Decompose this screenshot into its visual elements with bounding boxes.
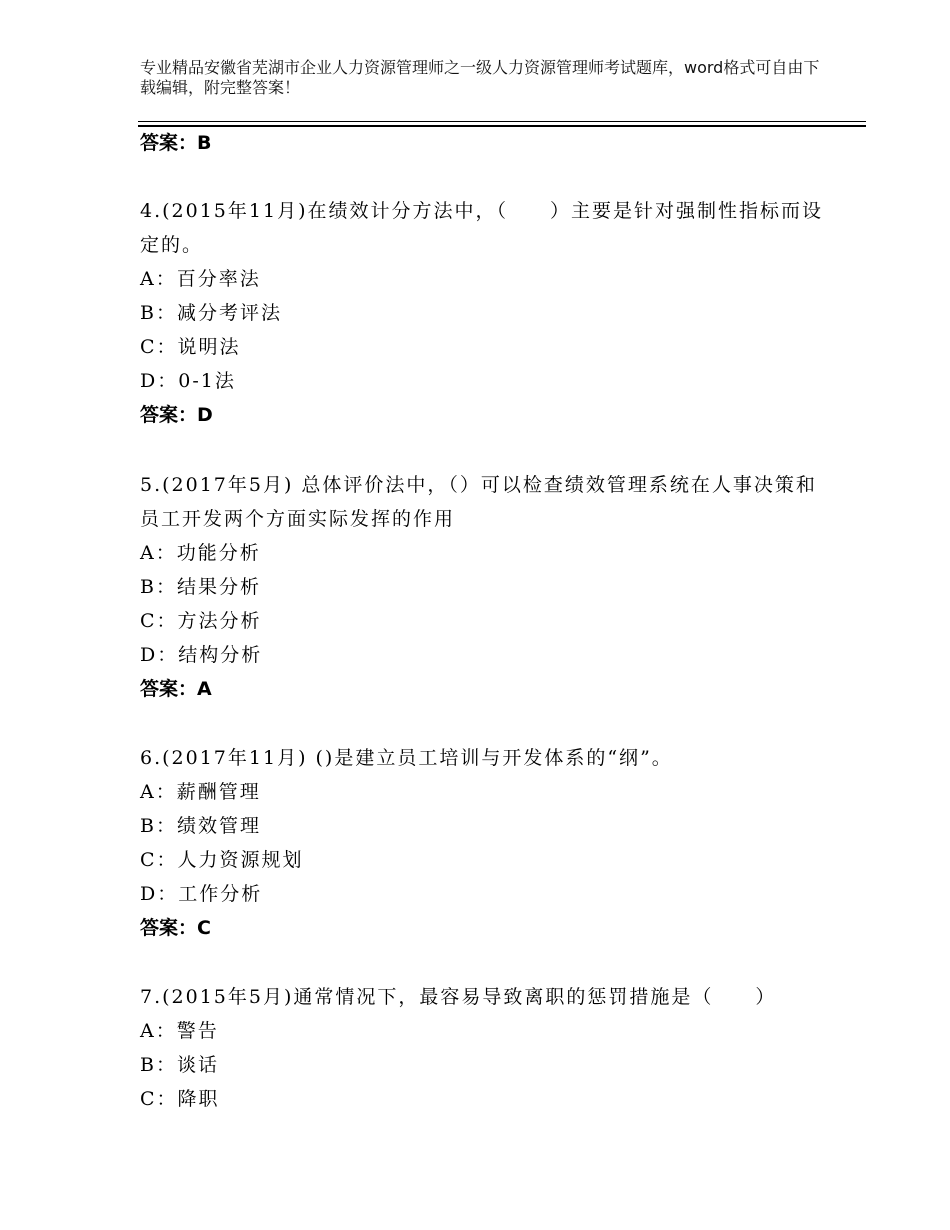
question-answer: 答案：D xyxy=(140,404,213,426)
question-4 xyxy=(140,194,830,432)
question-answer: 答案：C xyxy=(140,917,211,939)
option-c: C：方法分析 xyxy=(140,610,262,632)
option-d: D：结构分析 xyxy=(140,644,263,666)
previous-answer: 答案：B xyxy=(140,132,212,154)
options-list xyxy=(140,1014,830,1116)
question-stem: 6.(2017年11月) ()是建立员工培训与开发体系的“纲”。 xyxy=(140,747,673,769)
header-rule-thick xyxy=(138,125,866,127)
question-6 xyxy=(140,741,830,945)
question-stem: 4.(2015年11月)在绩效计分方法中，（ ）主要是针对强制性指标而设定的。 xyxy=(140,200,823,256)
question-stem: 5.(2017年5月) 总体评价法中，（）可以检查绩效管理系统在人事决策和员工开发两个方面实际发挥的作用 xyxy=(140,474,817,530)
option-b: B：绩效管理 xyxy=(140,815,261,837)
question-5 xyxy=(140,468,830,706)
option-b: B：结果分析 xyxy=(140,576,261,598)
option-a: A：功能分析 xyxy=(140,542,261,564)
option-d: D：0-1法 xyxy=(140,370,236,392)
question-7 xyxy=(140,980,830,1116)
option-a: A：百分率法 xyxy=(140,268,261,290)
option-a: A：薪酬管理 xyxy=(140,781,261,803)
option-b: B：谈话 xyxy=(140,1054,219,1076)
question-stem: 7.(2015年5月)通常情况下，最容易导致离职的惩罚措施是（ ） xyxy=(140,986,777,1008)
option-b: B：减分考评法 xyxy=(140,302,282,324)
options-list xyxy=(140,536,830,672)
option-c: C：说明法 xyxy=(140,336,241,358)
header-rule xyxy=(138,121,866,122)
question-answer: 答案：A xyxy=(140,678,212,700)
options-list xyxy=(140,262,830,398)
option-c: C：降职 xyxy=(140,1088,220,1110)
options-list xyxy=(140,775,830,911)
option-c: C：人力资源规划 xyxy=(140,849,304,871)
page-header: 专业精品安徽省芜湖市企业人力资源管理师之一级人力资源管理师考试题库，word格式可自由下载编辑，附完整答案！ xyxy=(140,58,820,97)
option-d: D：工作分析 xyxy=(140,883,263,905)
option-a: A：警告 xyxy=(140,1020,219,1042)
